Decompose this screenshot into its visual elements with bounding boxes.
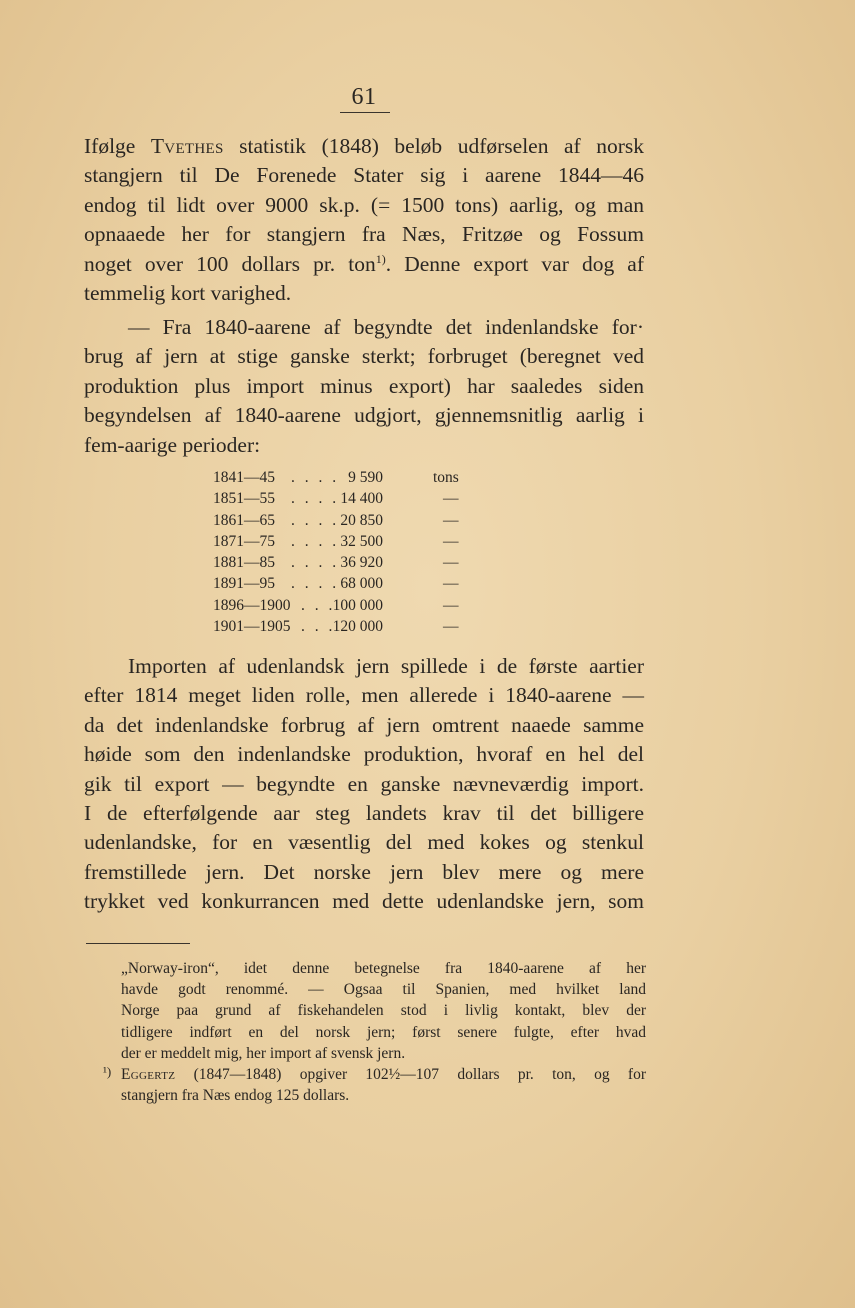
page-number: 61	[351, 84, 377, 110]
footnote-rule	[86, 943, 190, 944]
text-line: endog til lidt over 9000 sk.p. (= 1500 tons) aarlig, og man	[84, 192, 644, 217]
period-cell: 1851—55	[213, 490, 275, 508]
footnote-line: „Norway-iron“, idet denne betegnelse fra 1840-aarene af her	[121, 960, 646, 977]
value-cell: 36 920	[340, 554, 383, 572]
table-row	[213, 510, 483, 531]
table-row	[213, 595, 483, 616]
table-row	[213, 552, 483, 573]
period-cell: 1871—75	[213, 532, 275, 550]
text-line: efter 1814 meget liden rolle, men allerede i 1840-aarene —	[84, 683, 644, 708]
paragraph-2	[84, 313, 644, 460]
footnote-marker: ¹)	[103, 1064, 112, 1079]
unit-cell: —	[443, 490, 459, 508]
leader-dots: . . . .	[291, 575, 340, 593]
leader-dots: . . . .	[291, 511, 340, 529]
leader-dots: . . . .	[291, 469, 340, 486]
footnote-line: tidligere indført en del norsk jern; først senere fulgte, efter hvad	[121, 1023, 646, 1041]
unit-cell: —	[443, 511, 459, 529]
value-cell: 120 000	[332, 618, 383, 636]
leader-dots: . . . .	[291, 532, 340, 550]
text-fragment: Denne export var dog af	[404, 251, 645, 276]
text-line: gik til export — begyndte en ganske nævneværdig import.	[84, 771, 644, 796]
author-name: Tvethes	[150, 134, 224, 158]
text-fragment: noget over 100 dollars pr. ton	[84, 251, 376, 276]
text-line: noget over 100 dollars pr. ton$^{1)}$. Denne export var dog af	[84, 251, 645, 276]
value-cell: 14 400	[340, 490, 383, 508]
period-cell: 1901—1905	[213, 618, 291, 636]
unit-cell: —	[443, 618, 459, 636]
text-line: trykket ved konkurrancen med dette udenlandske jern, som	[84, 889, 644, 914]
footnote-line: der er meddelt mig, her import af svensk jern.	[121, 1044, 406, 1062]
text-line: da det indenlandske forbrug af jern omtrent naaede samme	[84, 712, 644, 737]
period-cell: 1891—95	[213, 575, 275, 593]
table-row	[213, 573, 483, 594]
period-cell: 1861—65	[213, 511, 275, 529]
text-fragment: (1847—1848) opgiver 102½—107 dollars pr. ton, og for	[193, 1066, 647, 1084]
table-row	[213, 467, 483, 488]
value-cell: 32 500	[340, 532, 383, 550]
text-line: temmelig kort varighed.	[84, 281, 292, 306]
unit-cell: —	[443, 554, 459, 572]
text-line: Importen af udenlandsk jern spillede i de første aartier	[128, 654, 644, 678]
page-number-rule	[340, 112, 390, 113]
unit-cell: tons	[433, 469, 459, 486]
text-line: høide som den indenlandske produktion, hvoraf en hel del	[84, 742, 644, 767]
leader-dots: . . . .	[291, 554, 340, 572]
value-cell: 9 590	[348, 469, 383, 486]
value-cell: 20 850	[340, 511, 383, 529]
paragraph-1	[84, 132, 644, 308]
leader-dots: . . .	[301, 618, 336, 636]
unit-cell: —	[443, 575, 459, 593]
footnote-reference: 1)	[375, 251, 386, 266]
table-row	[213, 488, 483, 509]
footnote-author: Eggertz	[121, 1066, 176, 1084]
unit-cell: —	[443, 596, 459, 614]
text-line: Ifølge Tvethes statistik (1848) beløb udførselen af norsk	[84, 134, 644, 158]
leader-dots: . . .	[301, 596, 336, 614]
footnote-line: Norge paa grund af fiskehandelen stod i livlig kontakt, blev der	[121, 1002, 646, 1020]
table-row	[213, 531, 483, 552]
unit-cell: —	[443, 532, 459, 550]
period-cell: 1881—85	[213, 554, 275, 572]
text-line: udenlandske, for en væsentlig del med kokes og stenkul	[84, 830, 644, 855]
leader-dots: . . . .	[291, 490, 340, 508]
period-cell: 1896—1900	[213, 596, 291, 614]
value-cell: 100 000	[332, 596, 383, 614]
consumption-table	[213, 467, 483, 637]
text-line: fem-aarige perioder:	[84, 432, 261, 457]
text-line: fremstillede jern. Det norske jern blev mere og mere	[84, 859, 644, 884]
footnote-line: stangjern fra Næs endog 125 dollars.	[121, 1087, 350, 1105]
footnotes	[121, 958, 646, 1106]
text-line: opnaaede her for stangjern fra Næs, Fritzøe og Fossum	[84, 222, 644, 247]
text-line: brug af jern at stige ganske sterkt; forbruget (beregnet ved	[84, 344, 644, 369]
text-line: begyndelsen af 1840-aarene udgjort, gjennemsnitlig aarlig i	[84, 403, 644, 428]
text-line: stangjern til De Forenede Stater sig i aarene 1844—46	[84, 163, 644, 188]
text-line-rest: statistik (1848) beløb udførselen af norsk	[223, 134, 644, 158]
text-line: — Fra 1840-aarene af begyndte det indenlandske for·	[128, 315, 644, 339]
text-line: I de efterfølgende aar steg landets krav til det billigere	[84, 801, 644, 826]
text-line: produktion plus import minus export) har saaledes siden	[84, 373, 644, 398]
table-row	[213, 616, 483, 637]
paragraph-3	[84, 652, 644, 917]
period-cell: 1841—45	[213, 469, 275, 486]
footnote-line	[121, 1064, 646, 1085]
value-cell: 68 000	[340, 575, 383, 593]
footnote-line: havde godt renommé. — Ogsaa til Spanien, med hvilket land	[121, 981, 646, 999]
